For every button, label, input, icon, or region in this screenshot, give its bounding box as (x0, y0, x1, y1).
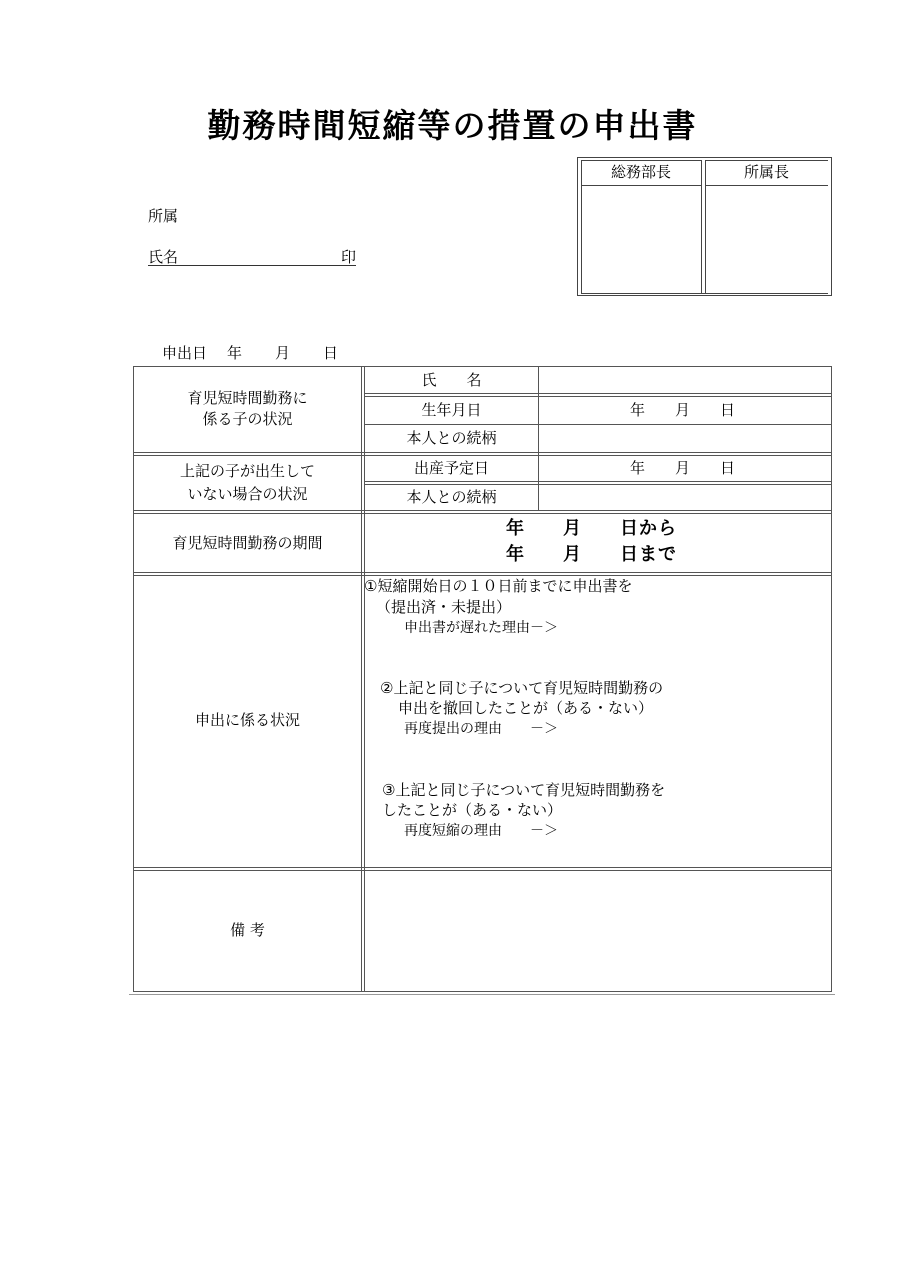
seal-label: 印 (341, 248, 357, 266)
affiliation-label: 所属 (148, 207, 179, 225)
request-date-month: 月 (275, 344, 291, 362)
item2-line1: ②上記と同じ子について育児短時間勤務の (380, 679, 664, 697)
name-label: 氏名 (148, 248, 179, 266)
period-from: 年 月 日から (506, 518, 677, 539)
remarks-header: 備 考 (230, 921, 265, 939)
item3-line1: ③上記と同じ子について育児短時間勤務を (382, 781, 666, 799)
child-relation-label: 本人との続柄 (406, 429, 497, 447)
period-header: 育児短時間勤務の期間 (172, 534, 323, 552)
item2-line2: 申出を撤回したことが（ある・ない） (398, 699, 654, 717)
item1-line2: （提出済・未提出） (376, 598, 512, 616)
child-status-header-line1: 育児短時間勤務に (187, 389, 308, 407)
unborn-status-header-line2: いない場合の状況 (187, 485, 308, 503)
request-date-year: 年 (227, 344, 243, 362)
item1-line1: ①短縮開始日の１０日前までに申出書を (364, 577, 633, 595)
item3-line2: したことが（ある・ない） (382, 801, 563, 819)
unborn-relation-label: 本人との続柄 (406, 488, 497, 506)
unborn-status-header-line1: 上記の子が出生して (179, 462, 315, 480)
child-birthdate-value: 年 月 日 (630, 401, 736, 419)
request-status-header: 申出に係る状況 (194, 711, 300, 729)
request-date-day: 日 (323, 344, 339, 362)
item3-line3: 再度短縮の理由 －＞ (404, 823, 558, 839)
approval-section-chief-label: 所属長 (743, 163, 789, 181)
request-date-label: 申出日 (162, 344, 208, 362)
child-birthdate-label: 生年月日 (421, 401, 482, 419)
item2-line3: 再度提出の理由 －＞ (404, 721, 558, 737)
child-status-header-line2: 係る子の状況 (202, 410, 293, 428)
due-date-value: 年 月 日 (630, 459, 736, 477)
item1-line3: 申出書が遅れた理由－＞ (404, 620, 558, 636)
period-to: 年 月 日まで (506, 544, 677, 565)
page-title: 勤務時間短縮等の措置の申出書 (207, 106, 698, 145)
approval-stamp-box (577, 157, 832, 296)
child-name-label: 氏 名 (421, 371, 482, 389)
due-date-label: 出産予定日 (413, 459, 489, 477)
approval-general-manager-label: 総務部長 (610, 163, 671, 181)
name-underline (148, 264, 356, 266)
